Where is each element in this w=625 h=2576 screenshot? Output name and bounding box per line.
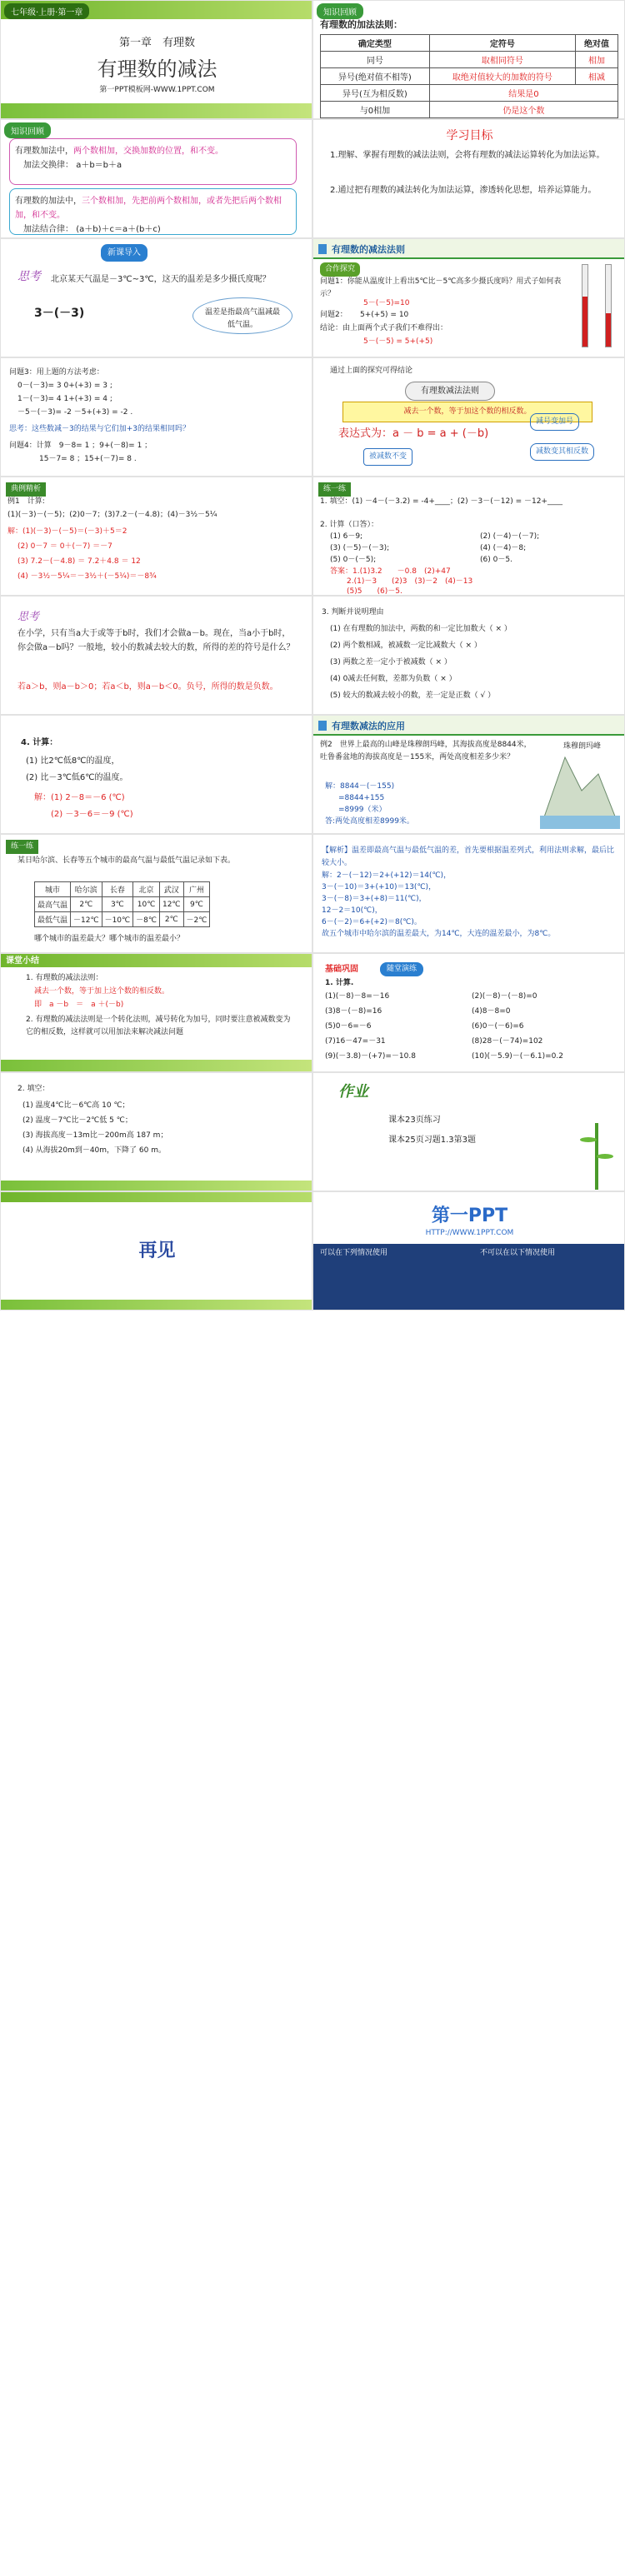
- slide-explore: [312, 238, 625, 357]
- cell: (3) (－5)－(－3);: [330, 544, 390, 552]
- note: 被减数不变: [363, 448, 412, 466]
- rule-box: 减去一个数，等于加这个数的相反数。: [342, 402, 592, 422]
- question: 1. 计算.: [325, 979, 354, 987]
- question-3: 问题3：用上题的方法考虑：: [9, 368, 104, 377]
- answer-2: 5+(+5) = 10: [360, 311, 409, 319]
- slide-practice1: [312, 477, 625, 596]
- mountain-label: 珠穆朗玛峰: [563, 742, 602, 751]
- heading: 有理数的加法法则：: [320, 19, 402, 30]
- section-tag: 知识回顾: [317, 3, 363, 19]
- question: 哪个城市的温差最大？哪个城市的温差最小？: [34, 935, 185, 943]
- think-label: 思考: [18, 270, 41, 283]
- badge: 随堂演练: [380, 962, 423, 976]
- badge: 典例精析: [6, 482, 46, 497]
- note: 减数变其相反数: [530, 443, 594, 461]
- answer: 解：(1)(－3)－(－5)＝(－3)＋5＝2: [8, 527, 128, 536]
- box-commutative: 有理数加法中，两个数相加，交换加数的位置，和不变。 加法交换律： a＋b＝b＋a: [9, 138, 297, 185]
- line: 1－(－3)= 4 1+(+3) = 4 ;: [18, 395, 112, 403]
- question: 北京某天气温是－3℃~3℃，这天的温差是多少摄氏度呢？: [51, 275, 271, 284]
- info-col: 可以在下列情况使用: [320, 1249, 388, 1257]
- items: (1)(－3)－(－5)；(2)0－7；(3)7.2－(－4.8)；(4)－3½－5¼: [8, 511, 218, 519]
- question-1: 问题1：你能从温度计上看出5℃比－5℃高多少摄氏度吗？用式子如何表示？: [320, 277, 562, 299]
- line: 12－2＝10(℃)，: [322, 906, 382, 915]
- slide-intro: [0, 238, 312, 357]
- slide-drill: [312, 953, 625, 1072]
- cell: (3)8－(－8)=16: [325, 1007, 382, 1016]
- brand-logo: 第一PPT: [431, 1206, 508, 1226]
- line: (1) 温度4℃比－6℃高 10 ℃；: [22, 1101, 130, 1110]
- line: 3－(－10)＝3+(+10)＝13(℃)，: [322, 883, 437, 891]
- expression: 3－(－3): [34, 307, 85, 320]
- hint-bubble: 温差是指最高气温减最低气温。: [192, 297, 292, 334]
- question: 1. 填空：(1) －4－(－3.2) = -4+____；(2) －3－(－12) = －12+____: [320, 497, 562, 506]
- formula: 即 a －b ＝ a ＋(－b): [34, 1001, 124, 1009]
- item: (4) 0减去任何数，差都为负数（ × ）: [330, 675, 457, 683]
- answer: =8999（米）: [338, 806, 387, 814]
- line: 课本23页练习: [388, 1116, 441, 1125]
- section-tag: 知识回顾: [4, 122, 51, 138]
- cell: (6)0－(－6)=6: [472, 1022, 524, 1031]
- chapter: 第一章 有理数: [118, 37, 195, 49]
- line: －5－(－3)= -2 －5+(+3) = -2 .: [18, 408, 133, 417]
- th: 定符号: [429, 35, 575, 52]
- line: (4) 从海拔20m到－40m，下降了 60 m。: [22, 1146, 166, 1155]
- analysis: 【解析】温差即最高气温与最低气温的差，首先要根据温差列式，利用法则求解，最后比较大小。: [322, 846, 615, 868]
- question-4: 问题4：计算 9－8= 1 ；9+(－8)= 1 ；: [9, 442, 152, 450]
- slide-goals: [312, 119, 625, 238]
- cell: (1) 6－9;: [330, 532, 363, 541]
- slide-rule: [312, 357, 625, 477]
- slide-brand: [312, 1191, 625, 1310]
- line: (1) 比2℃低8℃的温度，: [26, 756, 120, 766]
- badge: 新课导入: [101, 244, 148, 262]
- slide-bye: [0, 1191, 312, 1310]
- badge: 练一练: [318, 482, 351, 497]
- question-2: 问题2：: [320, 311, 348, 319]
- info-col: 不可以在以下情况使用: [480, 1249, 556, 1257]
- conclusion: 结论：由上面两个式子我们不难得出：: [320, 324, 448, 332]
- grade-tag: 七年级·上册·第一章: [4, 3, 89, 19]
- bamboo-icon: [580, 1123, 613, 1190]
- cell: (7)16－47=－31: [325, 1037, 386, 1046]
- answer: (2) 0－7 ＝ 0＋(－7) ＝－7: [18, 542, 112, 551]
- slide-addition-table: [312, 0, 625, 119]
- cell: (2)(－8)－(－8)=0: [472, 992, 538, 1001]
- slide-think: [0, 596, 312, 715]
- rule-title: 有理数减法法则: [405, 382, 495, 401]
- section-title: 有理数的减法法则: [332, 244, 405, 255]
- intro: 通过上面的探究可得结论: [330, 367, 413, 375]
- cell: (4) (－4)－8;: [480, 544, 527, 552]
- slide-homework: [312, 1072, 625, 1191]
- slide-summary: [0, 953, 312, 1072]
- slide-fill: [0, 1072, 312, 1191]
- conclusion-eq: 5－(－5) = 5+(+5): [363, 337, 433, 346]
- answer: (3) 7.2－(－4.8) ＝ 7.2＋4.8 ＝ 12: [18, 557, 141, 566]
- footer-text: 第一PPT模板网-WWW.1PPT.COM: [99, 86, 215, 94]
- th: 确定类型: [321, 35, 430, 52]
- th: 绝对值: [575, 35, 618, 52]
- answer: (4) －3½－5¼＝－3½＋(－5¼)＝－8¾: [18, 572, 157, 581]
- info-panel: [313, 1244, 625, 1310]
- slide-example1: [0, 477, 312, 596]
- note: 减号变加号: [530, 413, 579, 431]
- temperature-table: 城市 哈尔滨 长春 北京 武汉 广州 最高气温 2℃ 3℃ 10℃ 12℃ 9℃ 最低气温 －12℃ －10℃ －8℃ 2℃ －2℃: [34, 881, 210, 927]
- title: 3. 判断并说明理由: [322, 608, 384, 617]
- line: 2. 有理数的减法法则是一个转化法则，减号转化为加号，同时要注意被减数变为它的相反数，这样就可以用加法来解决减法问题: [26, 1016, 291, 1037]
- line: 解：2－(－12)＝2+(+12)＝14(℃)，: [322, 871, 452, 880]
- line: (2) 比－3℃低6℃的温度。: [26, 773, 128, 782]
- answer: =8844+155: [338, 794, 385, 802]
- thermometer-icon: [605, 264, 612, 347]
- goal-2: 2.通过把有理数的减法转化为加法运算，渗透转化思想，培养运算能力。: [330, 186, 597, 195]
- goals-title: 学习目标: [446, 129, 493, 142]
- line: 1. 有理数的减法法则：: [26, 974, 103, 982]
- example: 例1 计算:: [8, 497, 45, 506]
- answer: (5)5 (6)－5.: [347, 587, 402, 596]
- line: 3－(－8)＝3+(+8)＝11(℃)，: [322, 895, 427, 903]
- question: 在小学，只有当a大于或等于b时，我们才会做a－b。现在，当a小于b时，你会做a－b吗？一般地，较小的数减去较大的数，所得的差的符号是什么？: [18, 629, 295, 652]
- badge: 合作探究: [320, 262, 360, 277]
- box-associative: 有理数的加法中，三个数相加，先把前两个数相加，或者先把后两个数相加，和不变。 加法结合律： (a＋b)＋c＝a＋(b＋c): [9, 188, 297, 235]
- slide-judge: [312, 596, 625, 715]
- cell: (2) (－4)－(－7);: [480, 532, 540, 541]
- line: 6－(－2)＝6+(+2)＝8(℃)。: [322, 918, 422, 926]
- mountain-icon: [540, 741, 620, 829]
- badge: 练一练: [6, 840, 38, 854]
- bye-text: 再见: [138, 1241, 176, 1261]
- slide-practice2: [0, 834, 312, 953]
- question: 2. 计算（口答）：: [320, 521, 378, 529]
- answer-1: 5－(－5)=10: [363, 299, 410, 307]
- cell: (8)28－(－74)=102: [472, 1037, 543, 1046]
- item: (5) 较大的数减去较小的数，差一定是正数（ √ ）: [330, 691, 496, 700]
- answer: (2) －3－6＝－9 (℃): [51, 810, 133, 819]
- cell: (5)0－6=－6: [325, 1022, 372, 1031]
- page-title: 有理数的减法: [97, 57, 218, 81]
- slide-application: [312, 715, 625, 834]
- summary-title: 课堂小结: [6, 956, 39, 966]
- answer: 解：(1) 2－8＝－6 (℃): [34, 793, 125, 802]
- answer: 2.(1)－3 (2)3 (3)－2 (4)－13: [347, 577, 473, 586]
- slide-review: [0, 119, 312, 238]
- line: 故五个城市中哈尔滨的温差最大，为14℃，大连的温差最小，为8℃。: [322, 930, 556, 938]
- slide-calc4: [0, 715, 312, 834]
- item: (1) 在有理数的加法中，两数的和一定比加数大（ × ）: [330, 625, 512, 633]
- line: 15－7= 8 ；15+(－7)= 8 .: [39, 455, 137, 463]
- slide-problem3: [0, 357, 312, 477]
- think: 思考：这些数减－3的结果与它们加+3的结果相同吗？: [9, 425, 190, 433]
- slide-title: [0, 0, 312, 119]
- item: (2) 两个数相减，被减数一定比减数大（ × ）: [330, 642, 482, 650]
- answer: 答:两处高度相差8999米。: [325, 817, 414, 826]
- line: (2) 温度－7℃比－2℃低 5 ℃；: [22, 1116, 132, 1125]
- brand-url: HTTP://WWW.1PPT.COM: [425, 1229, 514, 1237]
- example: 例2 世界上最高的山峰是珠穆朗玛峰，其海拔高度是8844米，吐鲁番盆地的海拔高度是－155米，两处高度相差多少米？: [320, 741, 532, 762]
- homework-title: 作业: [338, 1083, 368, 1101]
- cell: (4)8－8=0: [472, 1007, 511, 1016]
- thermometer-icon: [582, 264, 588, 347]
- cell: (10)(－5.9)－(－6.1)=0.2: [472, 1052, 563, 1061]
- rule: 减去一个数，等于加上这个数的相反数。: [34, 987, 170, 996]
- section-title: 有理数减法的应用: [332, 721, 405, 731]
- line: 课本25页习题1.3第3题: [388, 1136, 476, 1145]
- cell: (5) 0－(－5);: [330, 556, 377, 564]
- answer: 答案：1.(1)3.2 －0.8 (2)+47: [330, 567, 451, 576]
- line: 0－(－3)= 3 0+(+3) = 3 ;: [18, 382, 112, 390]
- cell: (9)(－3.8)－(+7)=－10.8: [325, 1052, 416, 1061]
- question: 2. 填空：: [18, 1085, 50, 1093]
- line: (3) 海拔高度－13m比－200m高 187 m；: [22, 1131, 168, 1140]
- answer: 若a＞b，则a－b＞0；若a＜b，则a－b＜0。负号，所得的数是负数。: [18, 682, 278, 691]
- cell: (6) 0－5.: [480, 556, 512, 564]
- goal-1: 1.理解、掌握有理数的减法法则，会将有理数的减法运算转化为加法运算。: [330, 151, 605, 160]
- rule-table: 确定类型 定符号 绝对值 同号 取相同符号 相加 异号(绝对值不相等) 取绝对值较大的加数的符号 相减 异号(互为相反数) 结果是0 与0相加 仍是这个数: [320, 34, 618, 118]
- title: 基础巩固: [325, 965, 358, 974]
- answer: 解：8844－(－155): [325, 782, 395, 791]
- slide-solution: [312, 834, 625, 953]
- question: 某日哈尔滨、长春等五个城市的最高气温与最低气温记录如下表。: [18, 856, 236, 865]
- item: (3) 两数之差一定小于被减数（ × ）: [330, 658, 452, 666]
- formula: 表达式为：a － b = a + (－b): [338, 427, 489, 440]
- think-label: 思考: [18, 611, 40, 623]
- title: 4. 计算：: [21, 738, 58, 747]
- cell: (1)(－8)－8=－16: [325, 992, 390, 1001]
